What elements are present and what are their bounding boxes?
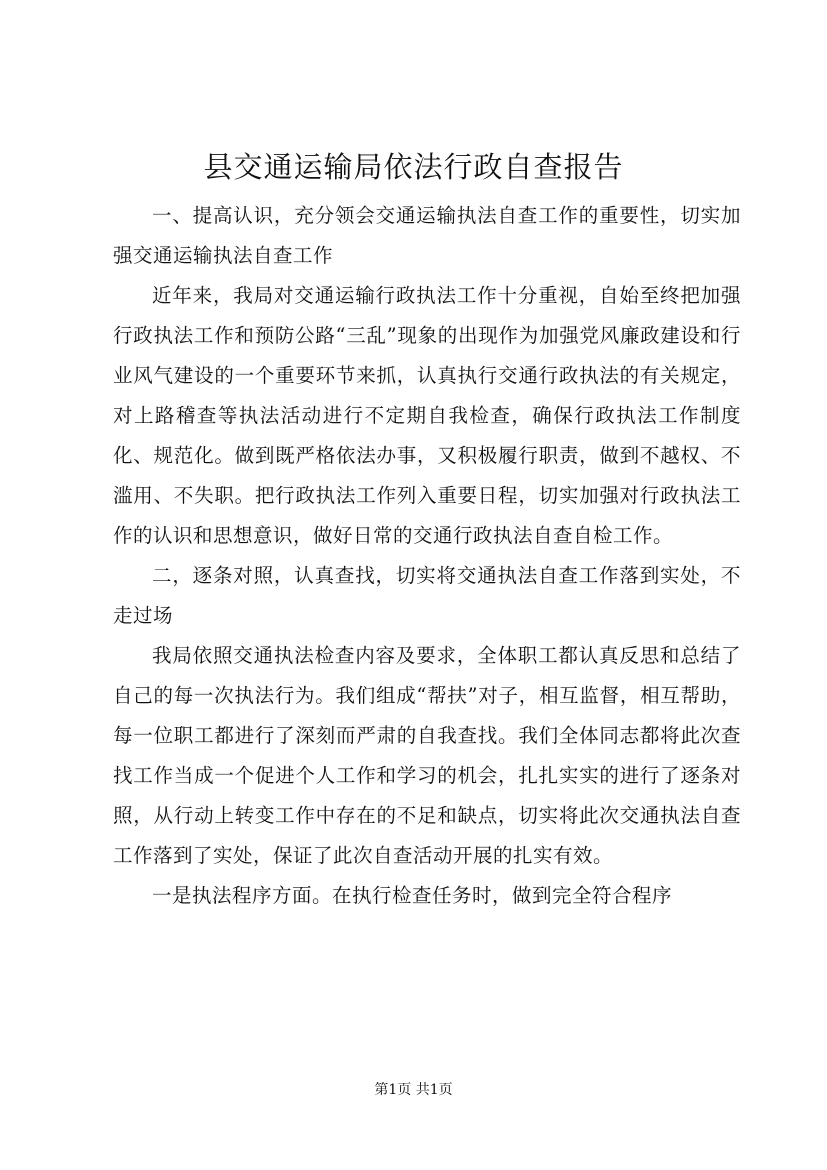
document-body: [113, 196, 741, 916]
body-paragraph-1: 近年来，我局对交通运输行政执法工作十分重视，自始至终把加强行政执法工作和预防公路“三乱”现象的出现作为加强党风廉政建设和行业风气建设的一个重要环节来抓，认真执行交通行政执法的有关规定，对上路稽查等执法活动进行不定期自我检查，确保行政执法工作制度化、规范化。做到既严格依法办事，又积极履行职责，做到不越权、不滥用、不失职。把行政执法工作列入重要日程，切实加强对行政执法工作的认识和思想意识，做好日常的交通行政执法自查自检工作。: [113, 284, 741, 547]
section-heading-2: 二，逐条对照，认真查找，切实将交通执法自查工作落到实处，不走过场: [113, 564, 741, 627]
page-footer: 第1页 共1页: [374, 1082, 453, 1098]
section-heading-1: 一、提高认识，充分领会交通运输执法自查工作的重要性，切实加强交通运输执法自查工作: [113, 204, 741, 267]
document-title: 县交通运输局依法行政自查报告: [203, 150, 624, 184]
body-paragraph-3: 一是执法程序方面。在执行检查任务时，做到完全符合程序: [152, 884, 673, 907]
body-paragraph-2: 我局依照交通执法检查内容及要求，全体职工都认真反思和总结了自己的每一次执法行为。我们组成“帮扶”对子，相互监督，相互帮助，每一位职工都进行了深刻而严肃的自我查找。我们全体同志都将此次查找工作当成一个促进个人工作和学习的机会，扎扎实实的进行了逐条对照，从行动上转变工作中存在的不足和缺点，切实将此次交通执法自查工作落到了实处，保证了此次自查活动开展的扎实有效。: [113, 644, 741, 867]
